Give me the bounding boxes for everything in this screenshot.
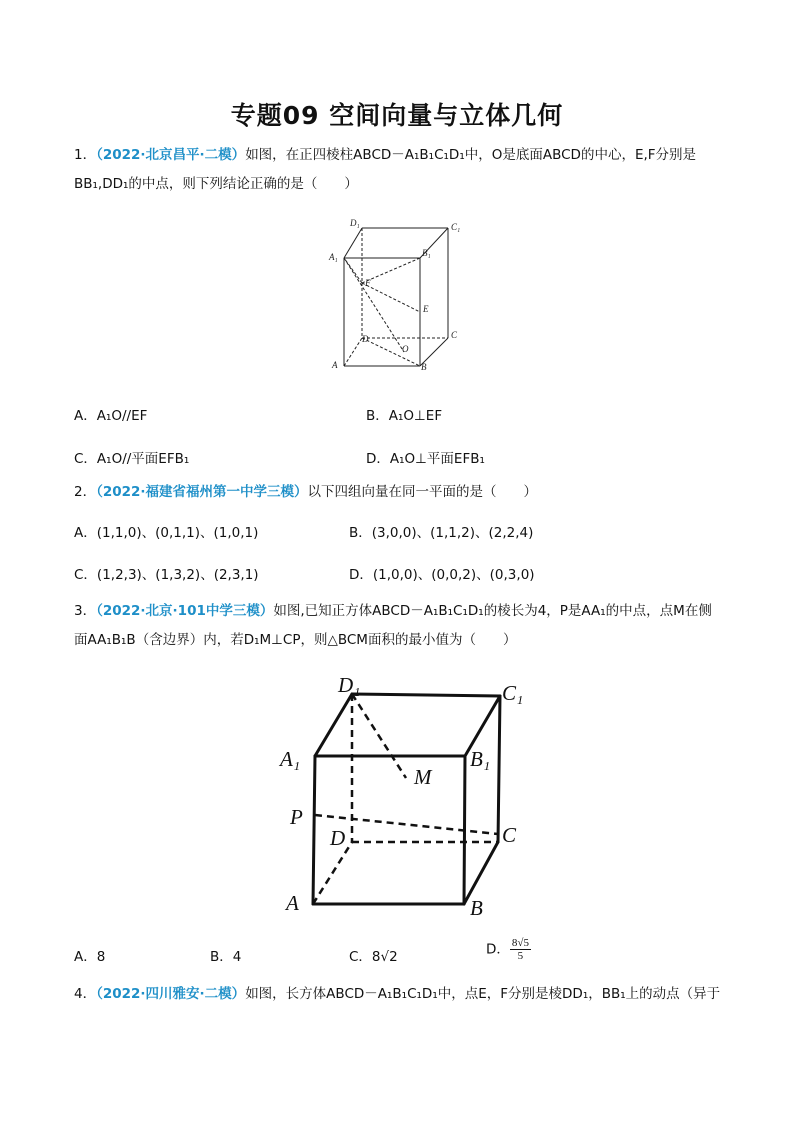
q4-source: （2022·四川雅安·二模） (96, 986, 246, 1002)
q1-label-c1: C₁ (451, 222, 461, 232)
q3-label-c1: C₁ (502, 681, 524, 705)
q1-option-d[interactable]: D．A₁O⊥平面EFB₁ (366, 451, 485, 467)
q3-text-1: 如图,已知正方体ABCD－A₁B₁C₁D₁的棱长为4，P是AA₁的中点，点M在侧 (273, 603, 712, 619)
q3-option-d[interactable] (486, 937, 531, 962)
q3-label-d: D (330, 826, 346, 850)
q3-label-b1: B₁ (470, 747, 491, 771)
page-title: 专题09 空间向量与立体几何 (230, 101, 564, 130)
q1-label-a: A (332, 360, 338, 370)
q3-label-d1: D₁ (338, 673, 361, 697)
q1-figure (320, 218, 470, 378)
q1-label-f: F (365, 278, 371, 288)
q3-label-a1: A₁ (280, 747, 301, 771)
q3-option-c[interactable]: C．8√2 (349, 949, 398, 965)
q4-line1 (74, 985, 720, 1003)
q1-label-e: E (423, 304, 429, 314)
q3-option-b[interactable]: B．4 (210, 949, 242, 965)
q3-option-d-fraction (510, 937, 531, 962)
q1-label-c: C (451, 330, 458, 340)
q4-text-1: 如图，长方体ABCD－A₁B₁C₁D₁中，点E，F分别是棱DD₁，BB₁上的动点（异于 (245, 986, 721, 1002)
q3-option-d-numerator: 8√5 (511, 937, 529, 949)
q1-source: （2022·北京昌平·二模） (96, 147, 246, 163)
q1-label-b: B (421, 362, 427, 372)
q2-text-1: 以下四组向量在同一平面的是（ ） (307, 484, 538, 500)
q1-label-a1: A₁ (329, 252, 338, 262)
q2-option-d[interactable]: D．(1,0,0)、(0,0,2)、(0,3,0) (349, 567, 535, 583)
q1-text-2: BB₁,DD₁的中点，则下列结论正确的是（ ） (74, 176, 358, 192)
q1-option-b[interactable]: B．A₁O⊥EF (366, 408, 443, 424)
q3-label-b: B (470, 896, 483, 920)
q2-number: 2． (74, 484, 97, 500)
q3-label-p: P (290, 805, 303, 829)
q3-text-2: 面AA₁B₁B（含边界）内，若D₁M⊥CP，则△BCM面积的最小值为（ ） (74, 632, 517, 648)
q3-option-a[interactable]: A．8 (74, 949, 106, 965)
q3-line1 (74, 602, 712, 620)
q3-label-c: C (502, 823, 517, 847)
q1-option-c[interactable]: C．A₁O//平面EFB₁ (74, 451, 190, 467)
q2-option-c[interactable]: C．(1,2,3)、(1,3,2)、(2,3,1) (74, 567, 259, 583)
q3-label-m: M (414, 765, 432, 789)
q1-number: 1． (74, 147, 97, 163)
q2-line1 (74, 483, 537, 501)
q3-source: （2022·北京·101中学三模） (96, 603, 274, 619)
q3-number: 3． (74, 603, 97, 619)
q1-label-o: O (402, 344, 409, 354)
q1-label-d1: D₁ (350, 218, 360, 228)
q3-figure (280, 672, 540, 922)
q1-label-d: D (362, 334, 369, 344)
q2-source: （2022·福建省福州第一中学三模） (96, 484, 308, 500)
q1-text-1: 如图，在正四棱柱ABCD－A₁B₁C₁D₁中，O是底面ABCD的中心，E,F分别是 (245, 147, 697, 163)
q3-option-d-label: D． (486, 941, 510, 958)
q2-option-a[interactable]: A．(1,1,0)、(0,1,1)、(1,0,1) (74, 525, 259, 541)
q1-line1 (74, 146, 696, 164)
q4-number: 4． (74, 986, 97, 1002)
q3-option-d-denominator: 5 (517, 950, 524, 962)
q3-label-a: A (286, 891, 299, 915)
q1-label-b1: B₁ (422, 248, 431, 258)
q2-option-b[interactable]: B．(3,0,0)、(1,1,2)、(2,2,4) (349, 525, 534, 541)
q1-option-a[interactable]: A．A₁O//EF (74, 408, 148, 424)
